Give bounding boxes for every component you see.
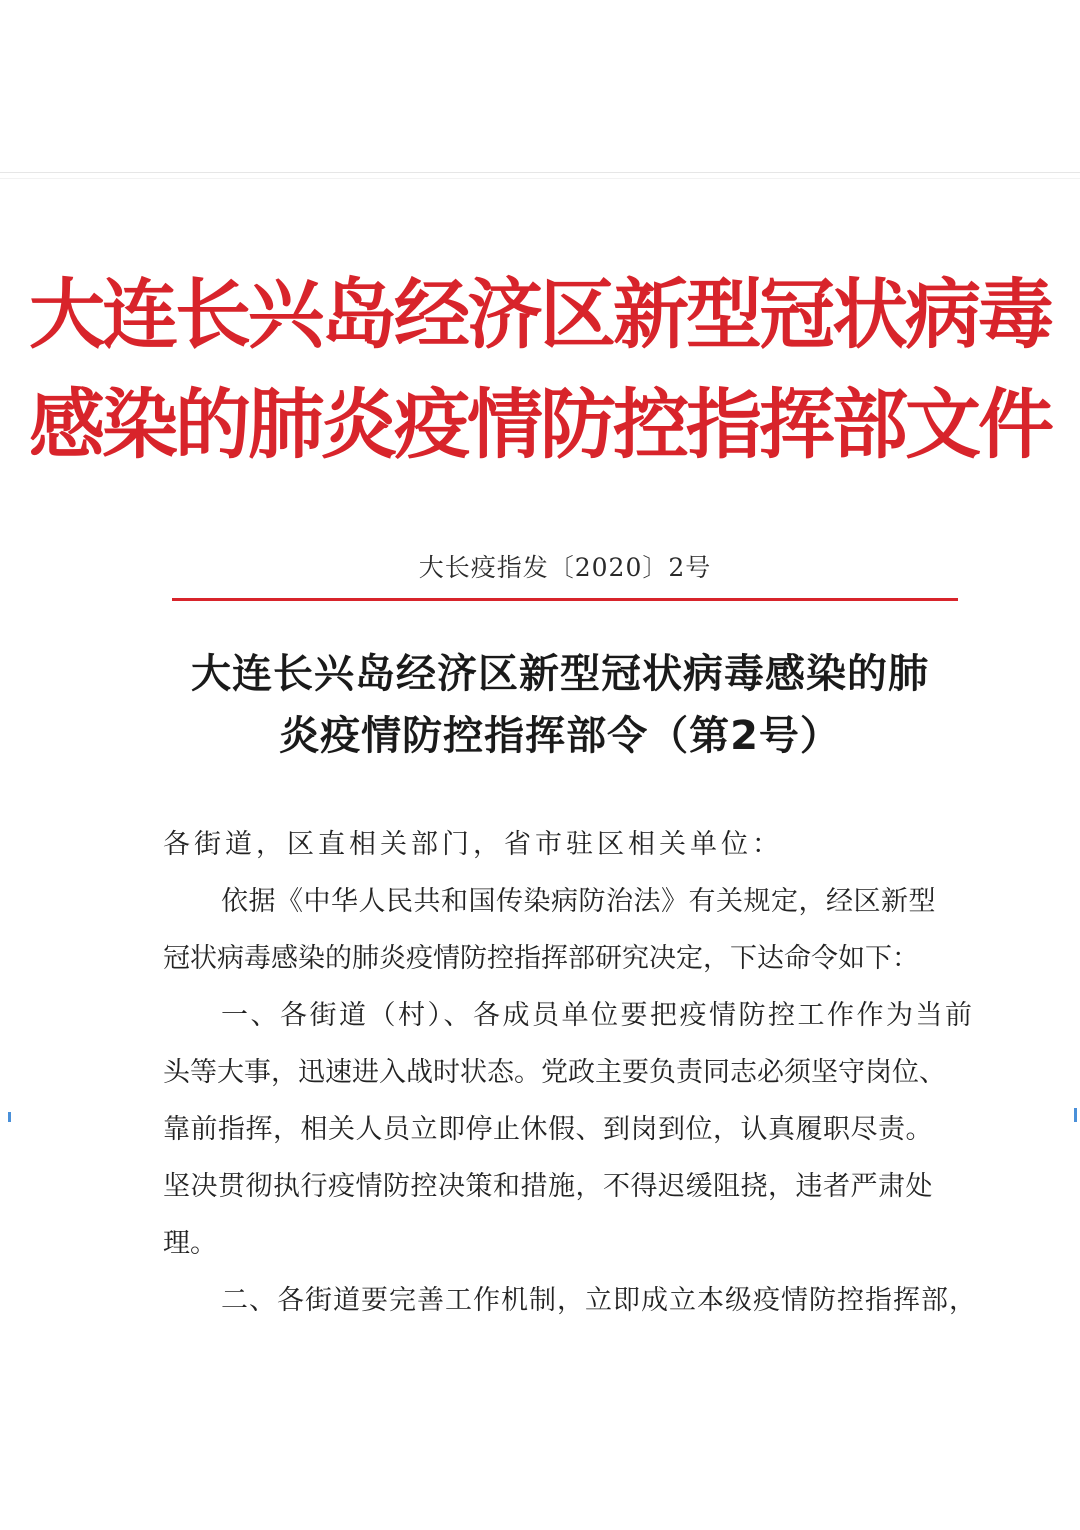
item-2-line-1: 二、各街道要完善工作机制，立即成立本级疫情防控指挥部， [221, 1285, 977, 1316]
scan-page-edge-shadow [0, 178, 1080, 179]
item-1-line-3: 靠前指挥，相关人员立即停止休假、到岗到位，认真履职尽责。 [163, 1114, 933, 1145]
item-1-line-1: 一、各街道（村）、各成员单位要把疫情防控工作作为当前 [221, 1000, 975, 1031]
scan-page-edge [0, 172, 1080, 173]
masthead-line-1: 大连长兴岛经济区新型冠状病毒 [29, 270, 1051, 359]
item-1-line-4: 坚决贯彻执行疫情防控决策和措施，不得迟缓阻挠，违者严肃处 [163, 1171, 933, 1202]
item-1-line-2: 头等大事，迅速进入战时状态。党政主要负责同志必须坚守岗位、 [163, 1057, 946, 1088]
salutation: 各街道，区直相关部门，省市驻区相关单位： [163, 829, 783, 860]
intro-line-2: 冠状病毒感染的肺炎疫情防控指挥部研究决定，下达命令如下： [163, 943, 919, 974]
document-number: 大长疫指发〔2020〕2号 [418, 553, 712, 582]
scan-edge-mark-left [8, 1112, 11, 1122]
order-title-line-2: 炎疫情防控指挥部令（第2号） [279, 713, 841, 759]
scan-edge-mark-right [1074, 1108, 1077, 1122]
order-title-line-1: 大连长兴岛经济区新型冠状病毒感染的肺 [191, 651, 929, 697]
masthead-line-2: 感染的肺炎疫情防控指挥部文件 [29, 380, 1051, 469]
red-divider-rule [172, 598, 958, 601]
item-1-line-5: 理。 [163, 1228, 217, 1259]
intro-line-1: 依据《中华人民共和国传染病防治法》有关规定，经区新型 [221, 886, 936, 917]
